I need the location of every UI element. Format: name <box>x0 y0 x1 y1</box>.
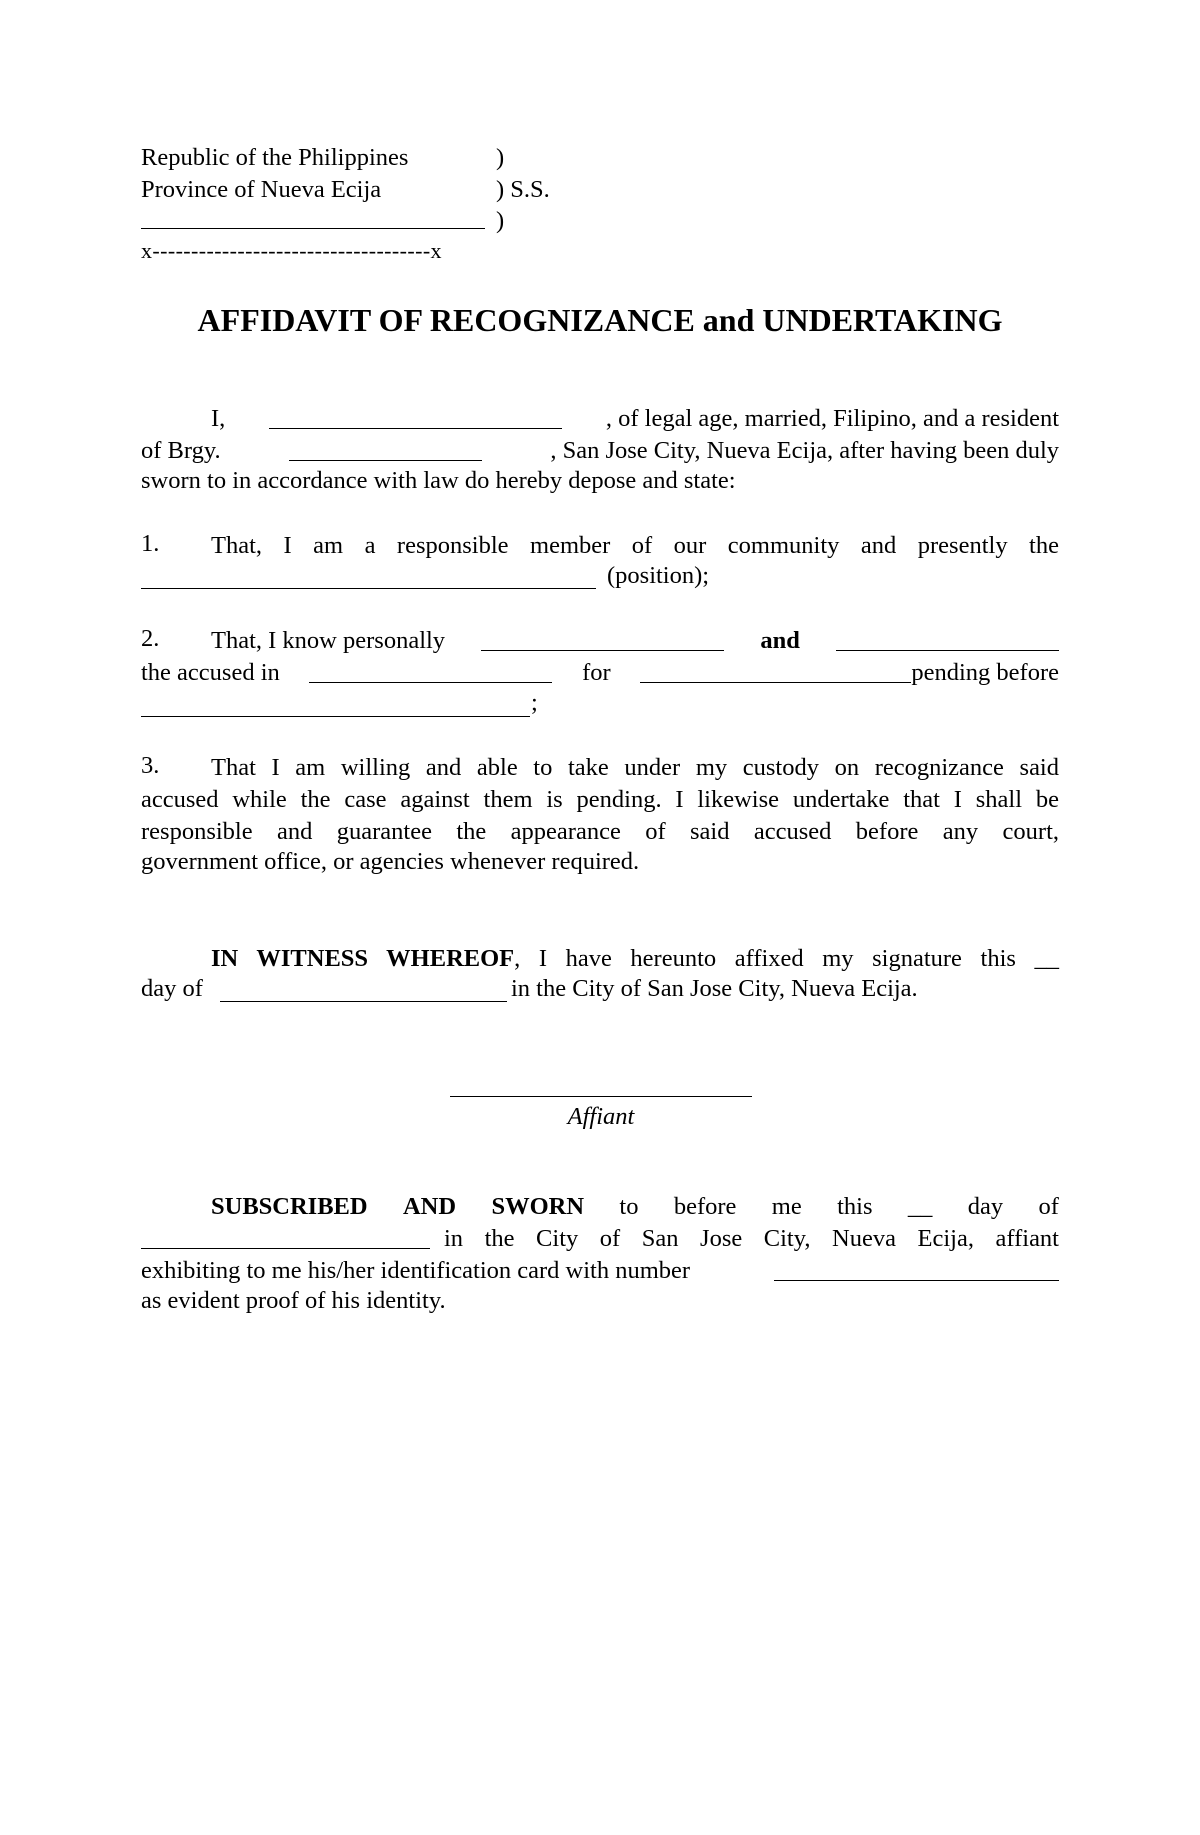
sworn-w8: __ <box>907 1193 933 1220</box>
item-2-for: for <box>582 659 611 686</box>
sworn-line-1 <box>211 1191 1059 1221</box>
intro-i: I, <box>211 405 226 432</box>
item-2-offense-blank <box>640 660 911 683</box>
item-1-line-1 <box>211 530 1059 560</box>
item-3-number: 3. <box>141 752 160 779</box>
item-1-number: 1. <box>141 530 160 557</box>
intro-line-2-text: , San Jose City, Nueva Ecija, after having been duly <box>550 437 1059 464</box>
item-2-case-blank <box>309 660 552 683</box>
item-2-line-2 <box>141 657 1059 687</box>
witness-month-blank <box>220 1001 507 1002</box>
header-republic: Republic of the Philippines <box>141 144 409 171</box>
sworn-w6: me <box>771 1193 802 1220</box>
sworn-w4: to <box>619 1193 639 1220</box>
header-blank-line <box>141 228 485 229</box>
item-2-end: ; <box>531 689 538 716</box>
item-2-offense-group <box>640 659 1059 687</box>
item-3-l4: government office, or agencies whenever required. <box>141 848 640 875</box>
item-3-l3: responsible and guarantee the appearance of said accused before any court, <box>141 818 1059 845</box>
sworn-w7: this <box>837 1193 873 1220</box>
intro-brgy-blank <box>289 438 482 461</box>
item-2-person-blank-1 <box>481 628 724 651</box>
intro-line-2 <box>141 435 1059 465</box>
sworn-b3: SWORN <box>491 1193 585 1220</box>
sworn-w10: of <box>1038 1193 1059 1220</box>
sworn-month-blank <box>141 1226 430 1249</box>
item-2-and: and <box>760 627 800 654</box>
document-title: AFFIDAVIT OF RECOGNIZANCE and UNDERTAKING <box>197 302 1003 338</box>
header-paren-3: ) <box>496 207 505 234</box>
sworn-line-2 <box>141 1223 1059 1253</box>
header-ss: ) S.S. <box>496 176 550 203</box>
item-2-know-text: That, I know personally <box>211 627 446 654</box>
affiant-label: Affiant <box>567 1103 635 1130</box>
sworn-w9: day <box>967 1193 1004 1220</box>
item-2-accused-text: the accused in <box>141 659 280 686</box>
intro-line-1-text: , of legal age, married, Filipino, and a resident <box>605 405 1059 432</box>
sworn-line-3 <box>141 1255 1059 1285</box>
intro-line-1 <box>211 403 1059 433</box>
intro-line-3: sworn to in accordance with law do hereby depose and state: <box>141 467 736 494</box>
witness-day-of: day of <box>141 975 203 1002</box>
item-2-number: 2. <box>141 625 160 652</box>
item-2-court-blank <box>141 716 530 717</box>
item-3-line-3 <box>141 816 1059 846</box>
sworn-id-blank <box>774 1258 1059 1281</box>
witness-l2b: in the City of San Jose City, Nueva Ecija. <box>511 975 918 1002</box>
header-paren-1: ) <box>496 144 505 171</box>
affiant-signature-line <box>450 1096 752 1097</box>
witness-line-1 <box>211 943 1059 973</box>
sworn-b2: AND <box>402 1193 457 1220</box>
item-1-tail: (position); <box>607 562 710 589</box>
header-province: Province of Nueva Ecija <box>141 176 382 203</box>
intro-name-blank <box>269 406 562 429</box>
witness-l1: , I have hereunto affixed my signature this __ <box>514 945 1060 972</box>
sworn-l2: in the City of San Jose City, Nueva Ecija, affiant <box>444 1225 1059 1252</box>
item-3-l1: That I am willing and able to take under my custody on recognizance said <box>211 754 1059 781</box>
item-3-line-1 <box>211 752 1059 782</box>
item-3-line-2 <box>141 784 1059 814</box>
sworn-l3: exhibiting to me his/her identification card with number <box>141 1257 691 1284</box>
witness-bold: IN WITNESS WHEREOF <box>211 945 515 972</box>
sworn-b1: SUBSCRIBED <box>211 1193 368 1220</box>
intro-brgy: of Brgy. <box>141 437 221 464</box>
item-2-pending: pending before <box>911 659 1059 686</box>
item-1-position-blank <box>141 588 596 589</box>
item-2-person-blank-2 <box>836 628 1059 651</box>
header-divider: x------------------------------------x <box>141 238 442 263</box>
item-1-text: That, I am a responsible member of our community and presently the <box>211 532 1059 559</box>
sworn-l4: as evident proof of his identity. <box>141 1287 446 1314</box>
sworn-w5: before <box>673 1193 737 1220</box>
item-3-l2: accused while the case against them is pending. I likewise undertake that I shall be <box>141 786 1059 813</box>
item-2-line-1 <box>211 625 1059 655</box>
witness-line-1-text <box>211 945 1059 973</box>
